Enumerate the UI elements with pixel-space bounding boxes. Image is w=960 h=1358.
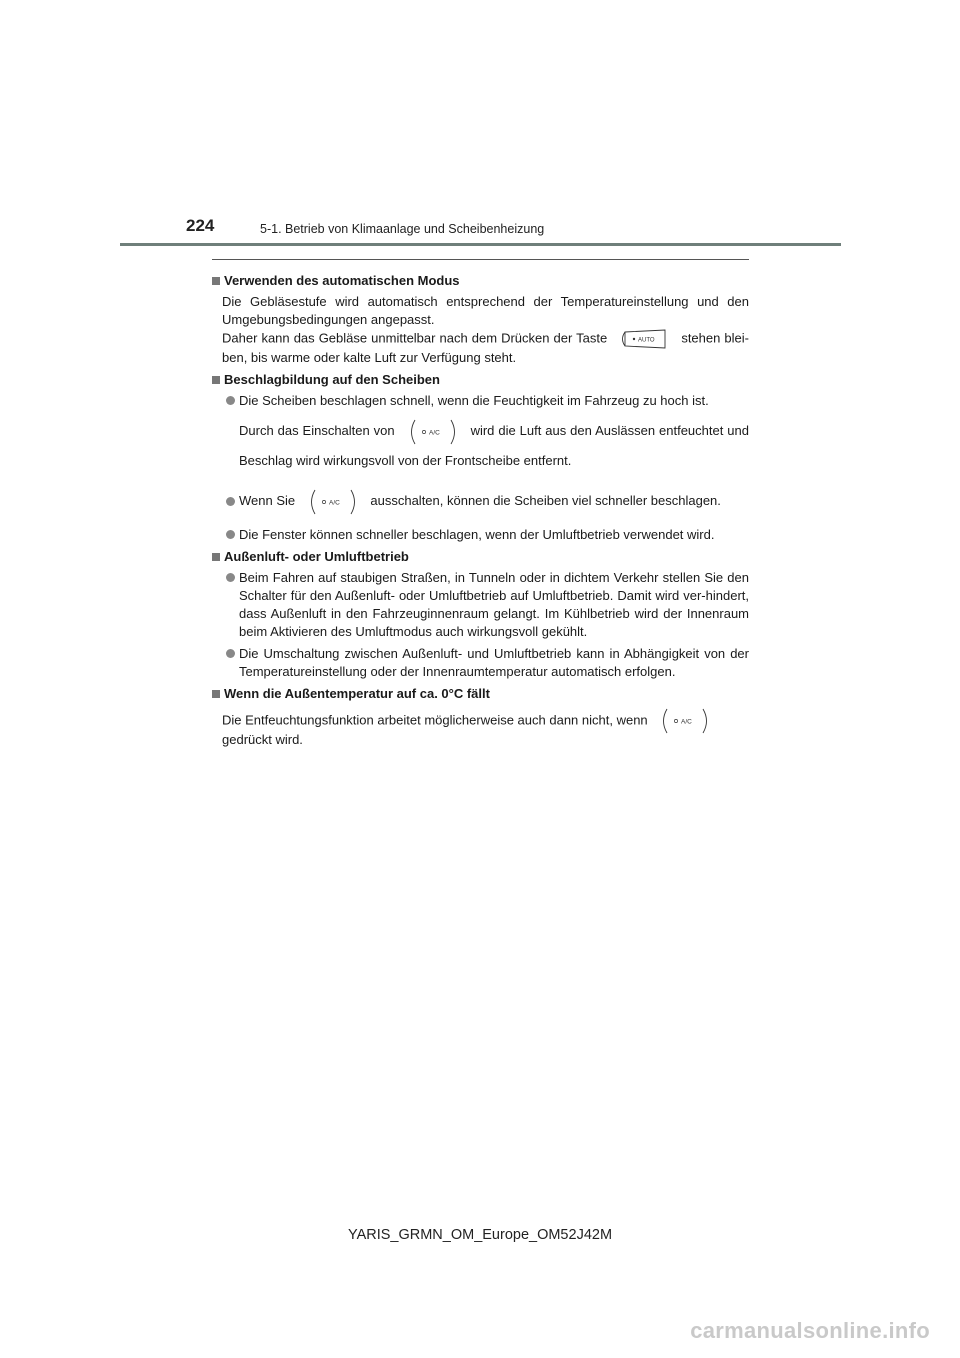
list-item — [212, 569, 749, 641]
heading-air-circulation — [212, 548, 749, 566]
square-bullet-icon — [212, 690, 220, 698]
list-item-text: ausschalten, können die Scheiben viel schneller beschlagen. — [370, 493, 721, 508]
ac-label: A/C — [428, 429, 440, 437]
ac-button-icon — [659, 711, 711, 731]
heading-text: Beschlagbildung auf den Scheiben — [224, 372, 440, 387]
paragraph-text: Die Gebläsestufe wird automatisch entsprechend der Temperatureinstellung und den Umgebungsbedingungen angepasst. — [222, 294, 749, 327]
ac-button-icon — [307, 492, 359, 512]
list-item-text: wird die Luft aus den Auslässen entfeuchtet und Beschlag wird wirkungsvoll von der Frontscheibe entfernt. — [239, 423, 749, 468]
page-content — [212, 268, 749, 753]
list-item-text: Die Umschaltung zwischen Außenluft- und Umluftbetrieb kann in Abhängigkeit von der Temperatureinstellung oder der Innenraumtemperatur automatisch erfolgen. — [239, 646, 749, 679]
content-rule — [212, 259, 749, 260]
heading-outside-temperature — [212, 685, 749, 703]
paragraph-text: Daher kann das Gebläse unmittelbar nach dem Drücken der Taste — [222, 330, 608, 346]
round-bullet-icon — [226, 573, 235, 582]
ac-label: A/C — [681, 718, 693, 726]
list-item-text: Wenn Sie — [239, 493, 296, 508]
list-item — [212, 526, 749, 544]
footer-doc-id: YARIS_GRMN_OM_Europe_OM52J42M — [347, 1227, 613, 1243]
paragraph — [212, 293, 749, 367]
list-item — [212, 486, 749, 516]
auto-label: AUTO — [638, 337, 655, 344]
list-item-text: Die Scheiben beschlagen schnell, wenn die Feuchtigkeit im Fahrzeug zu hoch ist. — [239, 393, 709, 408]
watermark[interactable]: carmanualsonline.info — [690, 1318, 930, 1343]
round-bullet-icon — [226, 497, 235, 506]
round-bullet-icon — [226, 530, 235, 539]
square-bullet-icon — [212, 553, 220, 561]
list-item — [212, 392, 749, 476]
paragraph — [212, 711, 749, 749]
heading-fogging — [212, 371, 749, 389]
list-item-text: Die Fenster können schneller beschlagen, wenn der Umluftbetrieb verwendet wird. — [239, 527, 715, 542]
header-rule — [120, 243, 841, 246]
paragraph-text: stehen blei-ben, bis warme oder kalte Luft zur Verfügung steht. — [222, 330, 749, 365]
paragraph-text: Die Entfeuchtungsfunktion arbeitet möglicherweise auch dann nicht, wenn — [222, 712, 648, 728]
heading-text: Verwenden des automatischen Modus — [224, 273, 460, 288]
list-item-text: Beim Fahren auf staubigen Straßen, in Tunneln oder in dichtem Verkehr stellen Sie den Schalter für den Außenluft- oder Umluftbetrieb auf Umluftbetrieb. Damit wird ver-hindert, dass Außenluft in den Fahrzeuginnenraum gelangt. Im Kühlbetrieb wird der Innenraum beim Aktivieren des Umluftmodus auch wirkungsvoll gekühlt. — [239, 570, 749, 639]
ac-label: A/C — [328, 499, 340, 507]
round-bullet-icon — [226, 649, 235, 658]
auto-button-icon — [619, 329, 669, 349]
heading-text: Außenluft- oder Umluftbetrieb — [224, 549, 409, 564]
page-number: 224 — [186, 216, 215, 235]
list-item-text: Durch das Einschalten von — [239, 423, 395, 438]
round-bullet-icon — [226, 396, 235, 405]
heading-automatic-mode — [212, 272, 749, 290]
paragraph-text: gedrückt wird. — [222, 732, 303, 747]
ac-button-icon — [407, 422, 459, 442]
square-bullet-icon — [212, 277, 220, 285]
section-title: 5-1. Betrieb von Klimaanlage und Scheibenheizung — [260, 222, 545, 236]
square-bullet-icon — [212, 376, 220, 384]
heading-text: Wenn die Außentemperatur auf ca. 0°C fällt — [224, 686, 490, 701]
list-item — [212, 645, 749, 681]
